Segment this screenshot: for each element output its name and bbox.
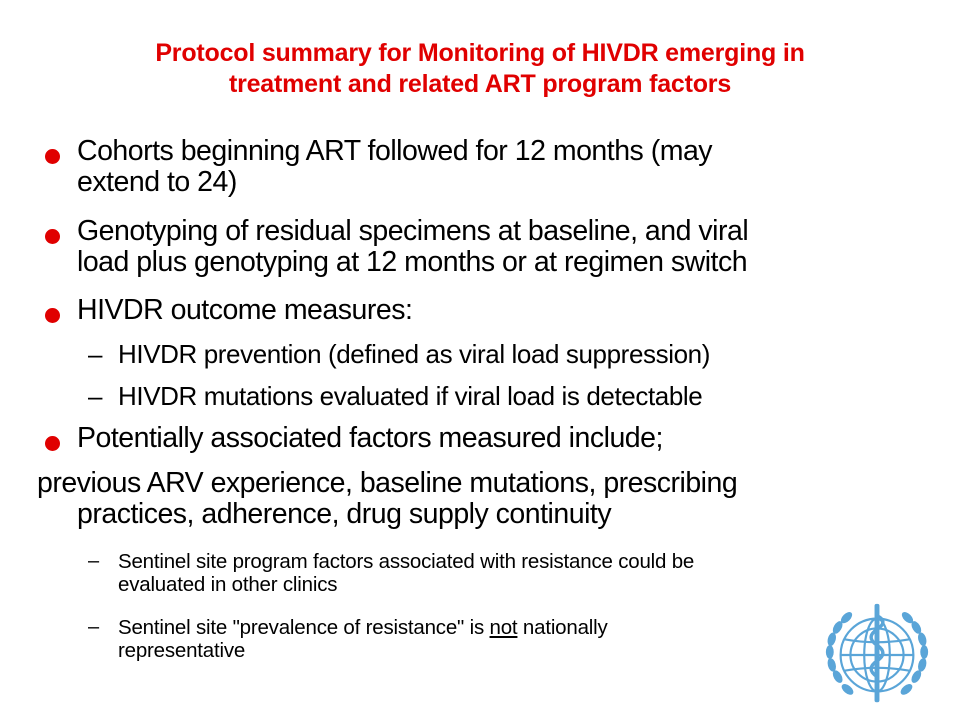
note-prevalence: Sentinel site "prevalence of resistance" is not nationally representative (118, 616, 608, 662)
dash-marker: – (88, 339, 103, 369)
bullet-dot (45, 229, 60, 244)
dash-marker: – (88, 616, 100, 638)
bullet-genotyping: Genotyping of residual specimens at baseline, and viral load plus genotyping at 12 months or at regimen switch (77, 215, 749, 278)
sub-bullet-prevention: HIVDR prevention (defined as viral load suppression) (118, 339, 710, 369)
sub-bullet-mutations: HIVDR mutations evaluated if viral load is detectable (118, 381, 703, 411)
bullet-cohorts: Cohorts beginning ART followed for 12 months (may extend to 24) (77, 135, 713, 198)
title-line-2: treatment and related ART program factors (228, 70, 732, 98)
who-emblem-icon (818, 596, 936, 714)
bullet-associated-factors: Potentially associated factors measured include; (77, 422, 663, 454)
factors-line-2: practices, adherence, drug supply continuity (77, 498, 612, 530)
factors-line-1: previous ARV experience, baseline mutations, prescribing (37, 467, 738, 499)
dash-marker: – (88, 381, 103, 411)
title-line-1: Protocol summary for Monitoring of HIVDR emerging in (155, 39, 805, 67)
bullet-dot (45, 149, 60, 164)
bullet-dot (45, 308, 60, 323)
note-program-factors: Sentinel site program factors associated with resistance could be evaluated in other clinics (118, 550, 695, 596)
bullet-dot (45, 436, 60, 451)
factors-list (37, 468, 897, 530)
slide-title (40, 38, 920, 100)
dash-marker: – (88, 550, 100, 572)
underlined-not: not (489, 616, 518, 639)
bullet-outcome-measures: HIVDR outcome measures: (77, 294, 413, 326)
